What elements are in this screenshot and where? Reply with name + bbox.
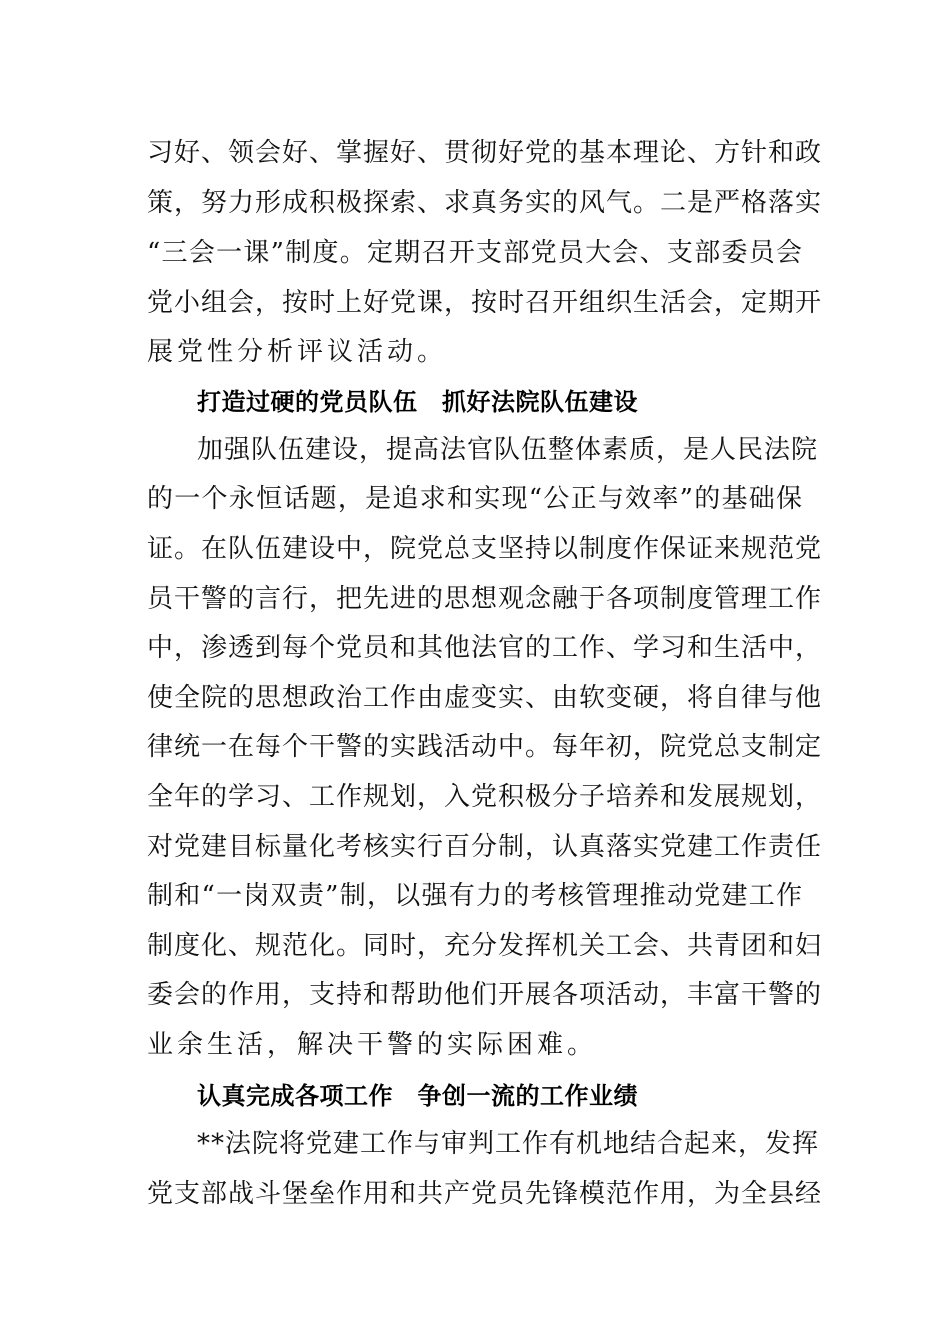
paragraph-line: 的一个永恒话题，是追求和实现“公正与效率”的基础保 [147, 484, 803, 514]
paragraph-line: 展党性分析评议活动。 [147, 337, 448, 367]
paragraph-line: 党支部战斗堡垒作用和共产党员先锋模范作用，为全县经 [147, 1179, 823, 1209]
paragraph-line: 中，渗透到每个党员和其他法官的工作、学习和生活中， [147, 633, 823, 663]
paragraph-line: 员干警的言行，把先进的思想观念融于各项制度管理工作 [147, 584, 823, 614]
section-heading: 认真完成各项工作 争创一流的工作业绩 [197, 1082, 638, 1110]
paragraph-line: 制和“一岗双责”制，以强有力的考核管理推动党建工作 [147, 881, 803, 911]
paragraph-line: 全年的学习、工作规划，入党积极分子培养和发展规划， [147, 782, 823, 812]
paragraph-line: 加强队伍建设，提高法官队伍整体素质，是人民法院 [197, 435, 819, 465]
paragraph-line: 律统一在每个干警的实践活动中。每年初，院党总支制定 [147, 732, 823, 762]
paragraph-line: 党小组会，按时上好党课，按时召开组织生活会，定期开 [147, 288, 823, 318]
paragraph-line: **法院将党建工作与审判工作有机地结合起来，发挥 [197, 1129, 820, 1159]
paragraph-line: 委会的作用，支持和帮助他们开展各项活动，丰富干警的 [147, 980, 823, 1010]
paragraph-line: 对党建目标量化考核实行百分制，认真落实党建工作责任 [147, 832, 823, 862]
paragraph-line: 策，努力形成积极探索、求真务实的风气。二是严格落实 [147, 188, 823, 218]
paragraph-line: 制度化、规范化。同时，充分发挥机关工会、共青团和妇 [147, 931, 823, 961]
paragraph-line: “三会一课”制度。定期召开支部党员大会、支部委员会 [147, 238, 803, 268]
paragraph-line: 习好、领会好、掌握好、贯彻好党的基本理论、方针和政 [147, 138, 823, 168]
paragraph-line: 使全院的思想政治工作由虚变实、由软变硬，将自律与他 [147, 683, 823, 713]
section-heading: 打造过硬的党员队伍 抓好法院队伍建设 [197, 388, 638, 416]
paragraph-line: 业余生活，解决干警的实际困难。 [147, 1030, 598, 1060]
paragraph-line: 证。在队伍建设中，院党总支坚持以制度作保证来规范党 [147, 534, 823, 564]
